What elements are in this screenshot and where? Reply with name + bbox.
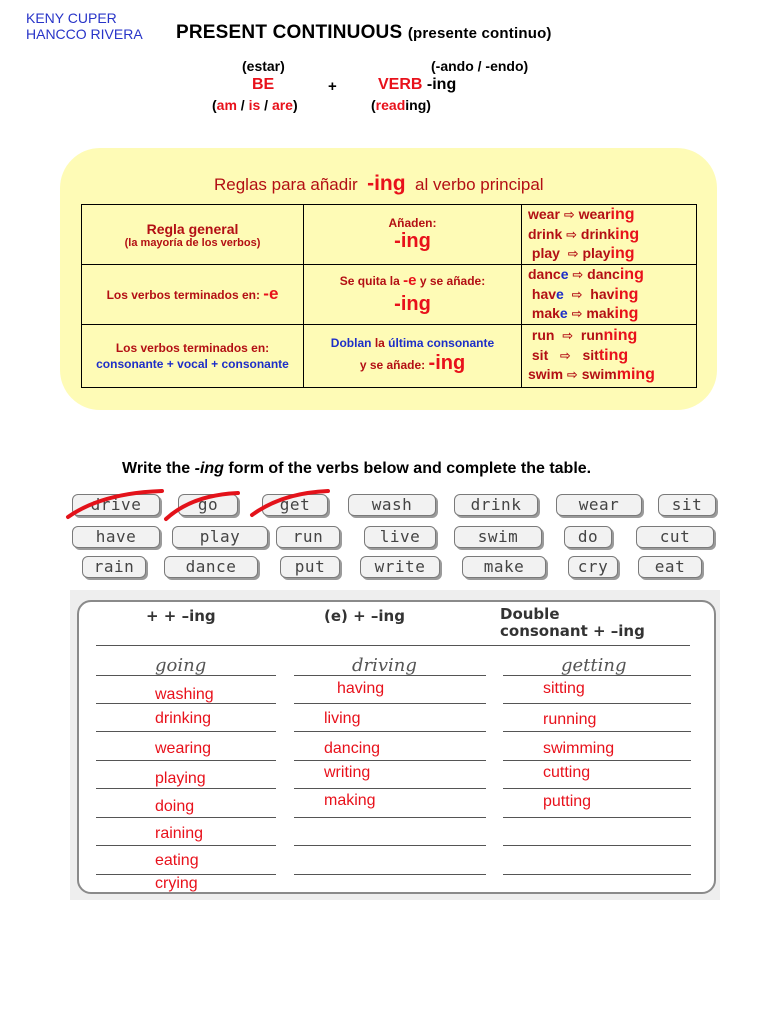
exercise-instruction: Write the -ing form of the verbs below and complete the table. bbox=[122, 460, 592, 477]
rules-title-left: Reglas para añadir bbox=[214, 175, 358, 194]
am-text: am bbox=[216, 97, 237, 113]
rules-table bbox=[81, 204, 697, 388]
rule-line bbox=[503, 731, 691, 732]
action-text: Se quita la -e y se añade: bbox=[339, 272, 486, 290]
plus-sign: + bbox=[328, 78, 337, 95]
example-line: have ⇨ having bbox=[531, 285, 639, 303]
verb-chip: wash bbox=[348, 494, 436, 516]
author-line-2: HANCCO RIVERA bbox=[26, 26, 143, 42]
rule-row-general bbox=[82, 205, 697, 265]
verb-ing-label bbox=[378, 76, 456, 94]
example-line: make ⇨ making bbox=[531, 305, 639, 322]
rule-line bbox=[96, 788, 276, 789]
verb-text: VERB bbox=[378, 76, 423, 93]
column-head-double: Double consonant + –ing bbox=[500, 605, 645, 640]
rule-line bbox=[294, 703, 486, 704]
rule-line bbox=[294, 845, 486, 846]
rule-note: (la mayoría de los verbos) bbox=[124, 236, 261, 249]
verb-chip: live bbox=[364, 526, 436, 548]
verb-chip: run bbox=[276, 526, 340, 548]
example-going: going bbox=[155, 655, 207, 676]
example-line: dance ⇨ dancing bbox=[528, 266, 644, 283]
verb-chip: sit bbox=[658, 494, 716, 516]
are-text: are bbox=[271, 97, 293, 113]
rule-line bbox=[294, 731, 486, 732]
rule-line bbox=[503, 788, 691, 789]
rule-line bbox=[96, 817, 276, 818]
verb-chip: swim bbox=[454, 526, 542, 548]
verb-chip: get bbox=[262, 494, 328, 516]
example-getting: getting bbox=[561, 655, 627, 676]
verb-chip: drink bbox=[454, 494, 538, 516]
rule-text: Los verbos terminados en: bbox=[115, 340, 270, 355]
rule-line bbox=[96, 760, 276, 761]
verb-chip: cut bbox=[636, 526, 714, 548]
read-stem: read bbox=[375, 97, 406, 113]
be-text: BE bbox=[252, 76, 275, 93]
example-line: wear ⇨ wearing bbox=[528, 206, 635, 224]
column-head-ing: + + –ing bbox=[146, 607, 216, 625]
answer: playing bbox=[155, 770, 206, 787]
answer: making bbox=[324, 792, 376, 809]
title-sub: (presente continuo) bbox=[407, 25, 552, 42]
rules-title-right: al verbo principal bbox=[415, 175, 544, 194]
action-cell bbox=[304, 265, 522, 325]
examples-cell bbox=[522, 324, 697, 387]
crossed-out-marks bbox=[62, 485, 342, 525]
verb-chip: eat bbox=[638, 556, 702, 578]
examples-cell bbox=[522, 265, 697, 325]
rule-line bbox=[294, 675, 486, 676]
rule-row-double bbox=[82, 324, 697, 387]
rule-e: -e bbox=[263, 284, 279, 304]
rule-line bbox=[294, 874, 486, 875]
rule-line bbox=[294, 817, 486, 818]
example-line: sit ⇨ sitting bbox=[531, 346, 629, 364]
example-line: play ⇨ playing bbox=[531, 245, 635, 263]
rule-line bbox=[503, 760, 691, 761]
rule-line bbox=[503, 817, 691, 818]
rule-row-e bbox=[82, 265, 697, 325]
rule-line bbox=[96, 675, 276, 676]
rule-text: Los verbos terminados en: bbox=[106, 288, 260, 303]
rule-pattern: consonante + vocal + consonante bbox=[96, 356, 289, 371]
verb-chip: make bbox=[462, 556, 546, 578]
answer: washing bbox=[155, 686, 214, 703]
answer: living bbox=[324, 710, 361, 727]
answer: putting bbox=[543, 793, 592, 810]
rule-text: Regla general bbox=[146, 220, 239, 237]
title-main: PRESENT CONTINUOUS bbox=[176, 22, 403, 43]
answer: swimming bbox=[543, 740, 615, 757]
rule-cell bbox=[82, 265, 304, 325]
example-line: drink ⇨ drinking bbox=[528, 225, 640, 243]
answer: raining bbox=[155, 825, 204, 842]
rule-line bbox=[503, 675, 691, 676]
rule-line bbox=[294, 760, 486, 761]
page-title bbox=[176, 22, 552, 44]
answer: running bbox=[543, 711, 597, 728]
rules-title-ing: -ing bbox=[367, 172, 406, 195]
action-ing-line: y se añade: -ing bbox=[359, 352, 466, 374]
verb-chip: wear bbox=[556, 494, 642, 516]
estar-label: (estar) bbox=[242, 58, 285, 74]
verb-chip: drive bbox=[72, 494, 160, 516]
answer: doing bbox=[155, 798, 195, 815]
answer: writing bbox=[324, 764, 371, 781]
be-label bbox=[252, 76, 274, 94]
is-text: is bbox=[248, 97, 261, 113]
header-divider bbox=[96, 645, 690, 646]
verb-chip: dance bbox=[164, 556, 258, 578]
action-cell bbox=[304, 205, 522, 265]
ando-label: (-ando / -endo) bbox=[431, 58, 529, 74]
verb-chip: do bbox=[564, 526, 612, 548]
action-cell bbox=[304, 324, 522, 387]
reading-example: (reading) bbox=[371, 97, 431, 113]
read-suffix: ing bbox=[405, 97, 427, 113]
author-line-1: KENY CUPER bbox=[26, 10, 117, 26]
rule-line bbox=[503, 703, 691, 704]
rule-line bbox=[96, 731, 276, 732]
authors bbox=[26, 10, 143, 42]
rule-line bbox=[503, 845, 691, 846]
answer: drinking bbox=[155, 710, 212, 727]
answer: sitting bbox=[543, 680, 585, 697]
column-head-e-ing: (e) + –ing bbox=[324, 607, 405, 625]
rule-cell bbox=[82, 205, 304, 265]
answer: wearing bbox=[155, 740, 212, 757]
answer: having bbox=[337, 680, 385, 697]
answer: cutting bbox=[543, 764, 591, 781]
verb-chip: rain bbox=[82, 556, 146, 578]
rule-line bbox=[96, 845, 276, 846]
verb-chip: play bbox=[172, 526, 268, 548]
verb-chip: write bbox=[360, 556, 440, 578]
answer: dancing bbox=[324, 740, 381, 757]
rule-line bbox=[294, 788, 486, 789]
action-text: Añaden: bbox=[388, 216, 437, 230]
rules-title bbox=[214, 172, 544, 196]
answer: crying bbox=[155, 875, 198, 892]
rule-cell bbox=[82, 324, 304, 387]
am-is-are: (am / is / are) bbox=[212, 97, 298, 113]
action-text: Doblan la última consonante bbox=[330, 336, 495, 350]
verb-chip: go bbox=[178, 494, 238, 516]
example-line: run ⇨ running bbox=[531, 327, 638, 345]
verb-chip: cry bbox=[568, 556, 618, 578]
rule-line bbox=[503, 874, 691, 875]
example-line: swim ⇨ swimming bbox=[528, 366, 655, 384]
verb-chip: have bbox=[72, 526, 160, 548]
examples-cell bbox=[522, 205, 697, 265]
action-ing: -ing bbox=[394, 293, 431, 316]
ing-text: -ing bbox=[426, 76, 457, 93]
verb-chip: put bbox=[280, 556, 340, 578]
action-ing: -ing bbox=[394, 230, 431, 252]
example-driving: driving bbox=[352, 655, 417, 676]
answer: eating bbox=[155, 852, 199, 869]
